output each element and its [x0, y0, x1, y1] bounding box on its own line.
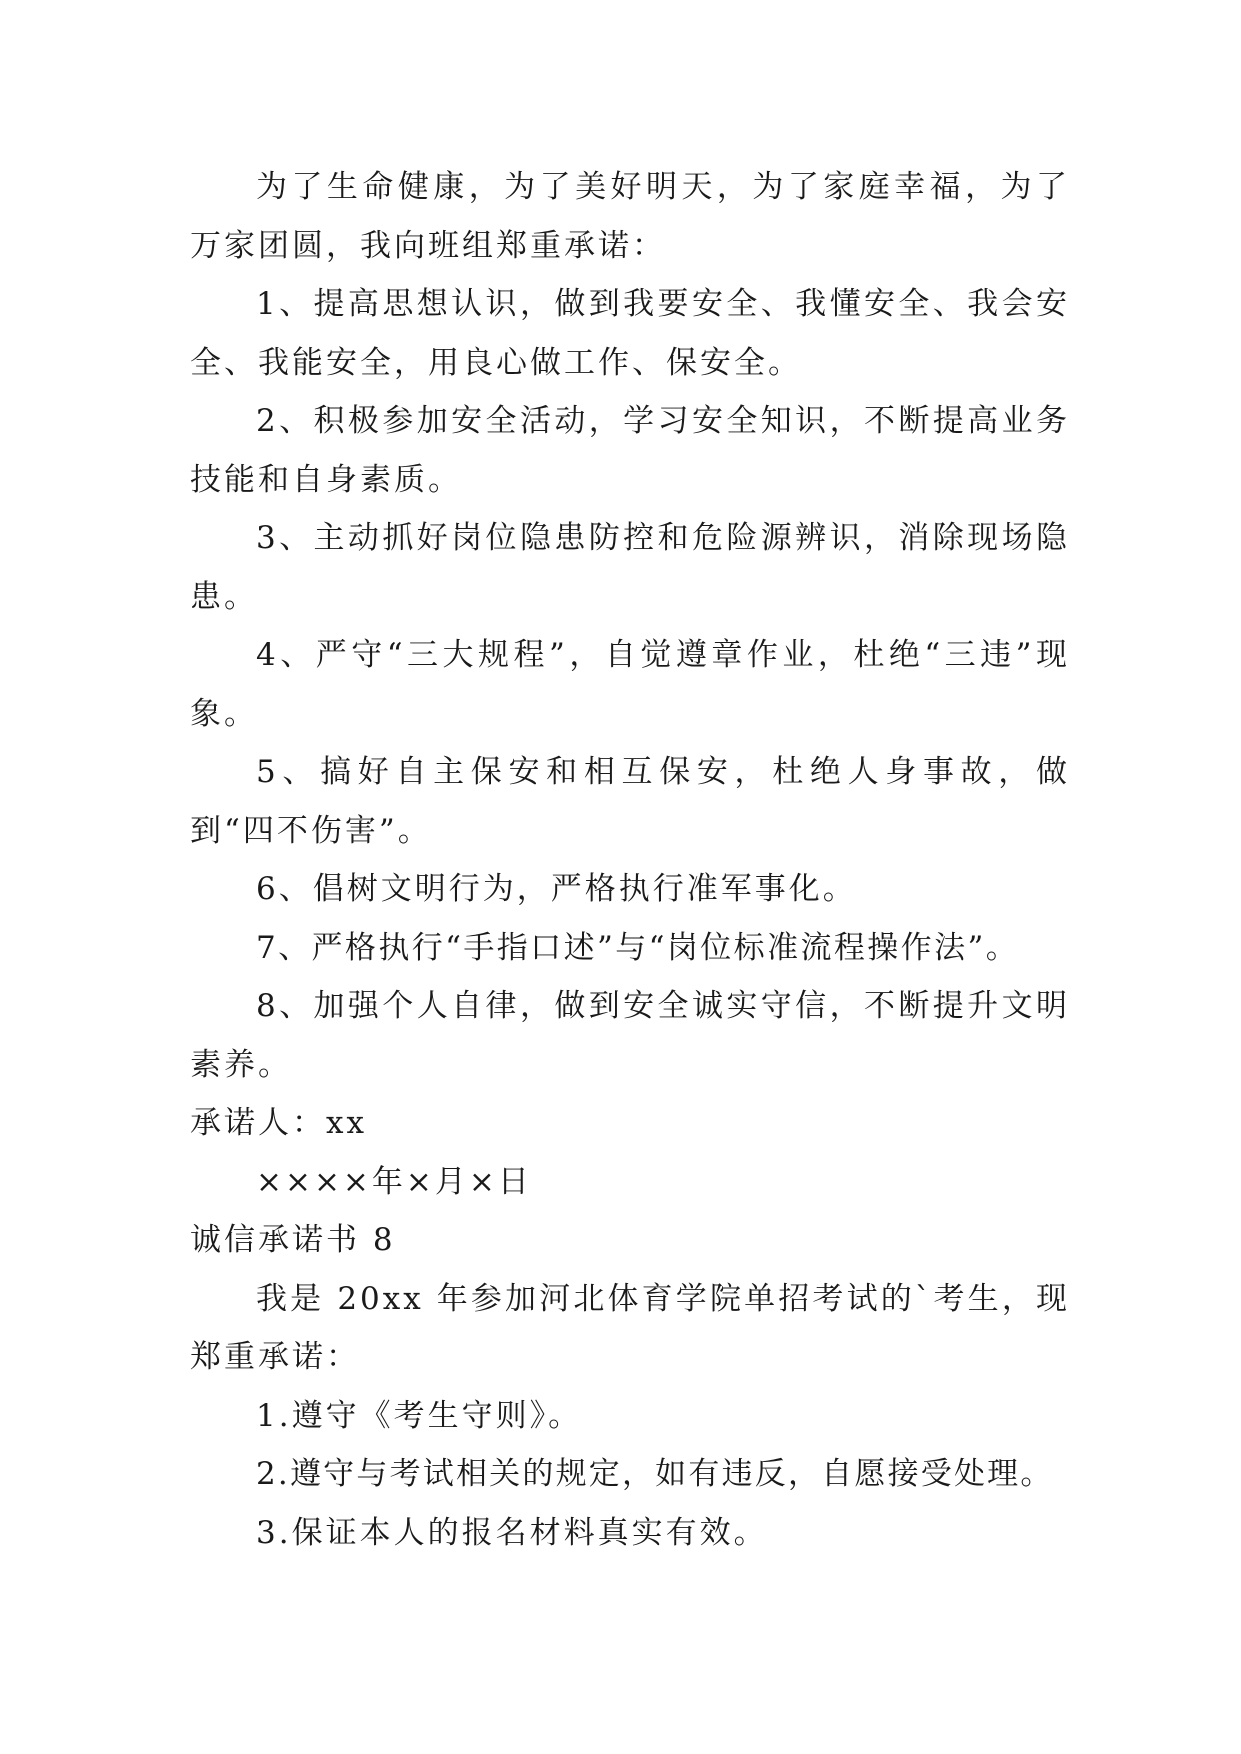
commitment-item-3: 3、主动抓好岗位隐患防控和危险源辨识，消除现场隐患。: [190, 520, 1070, 615]
section-title: 诚信承诺书 8: [190, 1222, 396, 1258]
promisor-line: 承诺人：xx: [190, 1105, 367, 1141]
commitment-item-8: 8、加强个人自律，做到安全诚实守信，不断提升文明素养。: [190, 988, 1070, 1083]
document-body: [190, 158, 1070, 1562]
exam-item-1: 1.遵守《考生守则》。: [256, 1397, 583, 1434]
commitment-item-7: 7、严格执行“手指口述”与“岗位标准流程操作法”。: [256, 929, 1020, 966]
exam-item-3: 3.保证本人的报名材料真实有效。: [256, 1514, 768, 1551]
commitment-item-4: 4、严守“三大规程”，自觉遵章作业，杜绝“三违”现象。: [190, 637, 1070, 732]
commitment-item-2: 2、积极参加安全活动，学习安全知识，不断提高业务技能和自身素质。: [190, 403, 1070, 498]
date-line: ××××年×月×日: [256, 1163, 532, 1200]
commitment-item-5: 5、搞好自主保安和相互保安，杜绝人身事故，做到“四不伤害”。: [190, 754, 1070, 849]
commitment-item-6: 6、倡树文明行为，严格执行准军事化。: [256, 871, 857, 907]
intro-paragraph: 为了生命健康，为了美好明天，为了家庭幸福，为了万家团圆，我向班组郑重承诺：: [190, 169, 1070, 264]
commitment-item-1: 1、提高思想认识，做到我要安全、我懂安全、我会安全、我能安全，用良心做工作、保安全。: [190, 286, 1070, 381]
exam-item-2: 2.遵守与考试相关的规定，如有违反，自愿接受处理。: [256, 1456, 1054, 1492]
exam-intro-paragraph: 我是 20xx 年参加河北体育学院单招考试的`考生，现郑重承诺：: [190, 1280, 1070, 1375]
